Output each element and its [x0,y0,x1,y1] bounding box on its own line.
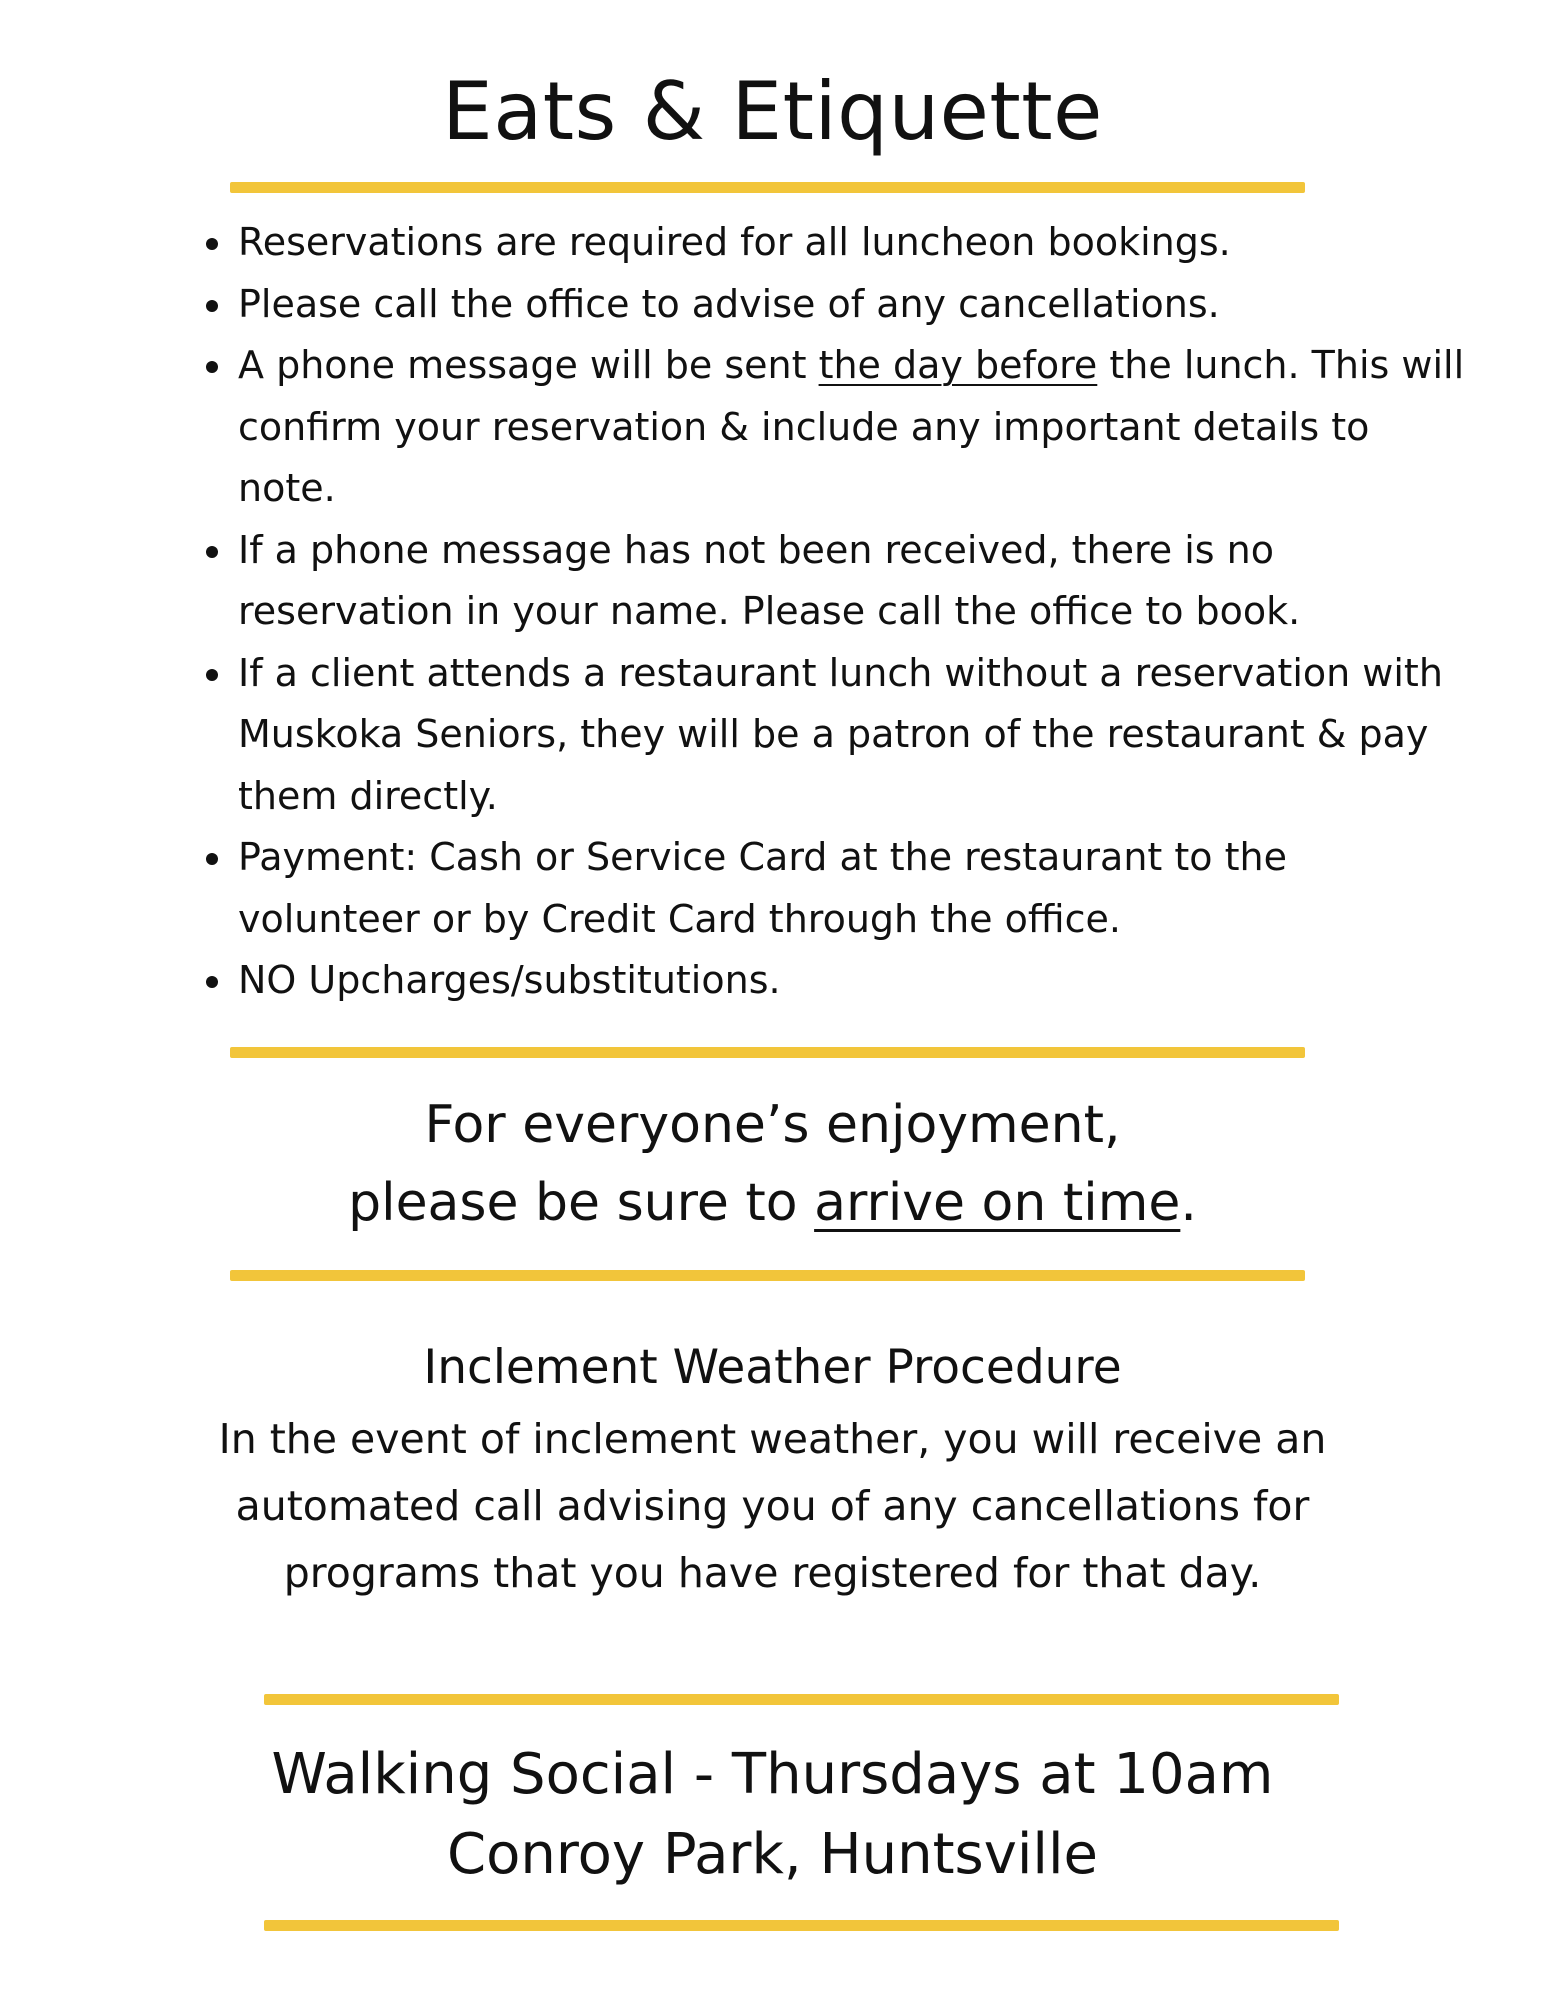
enjoyment-divider [230,1270,1305,1281]
list-divider [230,1047,1305,1058]
title-divider [230,182,1305,193]
walking-social-line-1: Walking Social - Thursdays at 10am [271,1742,1274,1807]
page-title: Eats & Etiquette [442,65,1103,158]
list-item: • NO Upcharges/substitutions. [236,950,1476,1012]
list-item: • If a client attends a restaurant lunch without a reservation with Muskoka Seniors, they will be a patron of the restaurant & pay them directly. [236,643,1476,828]
list-item: • A phone message will be sent the day before the lunch. This will confirm your reservation & include any important details to note. [236,335,1476,520]
list-item: • If a phone message has not been received, there is no reservation in your name. Please call the office to book. [236,520,1476,643]
weather-description: In the event of inclement weather, you will receive an automated call advising you of any cancellations for programs that you have registered for that day. [218,1415,1327,1597]
walking-social-line-2: Conroy Park, Huntsville [447,1822,1098,1887]
bottom-divider [264,1920,1339,1931]
emphasis-arrive-on-time: arrive on time [814,1173,1181,1233]
enjoyment-line-2: please be sure to arrive on time. [348,1173,1197,1233]
list-item: • Payment: Cash or Service Card at the restaurant to the volunteer or by Credit Card through the office. [236,827,1476,950]
weather-heading: Inclement Weather Procedure [423,1340,1122,1395]
etiquette-list [180,212,1476,1012]
walking-social-notice [0,1735,1545,1895]
emphasis-day-before: the day before [818,343,1098,387]
list-item: • Reservations are required for all luncheon bookings. [236,212,1476,274]
enjoyment-line-1: For everyone’s enjoyment, [424,1095,1121,1155]
list-item: • Please call the office to advise of any cancellations. [236,274,1476,336]
enjoyment-notice [0,1086,1545,1242]
weather-divider [264,1694,1339,1705]
